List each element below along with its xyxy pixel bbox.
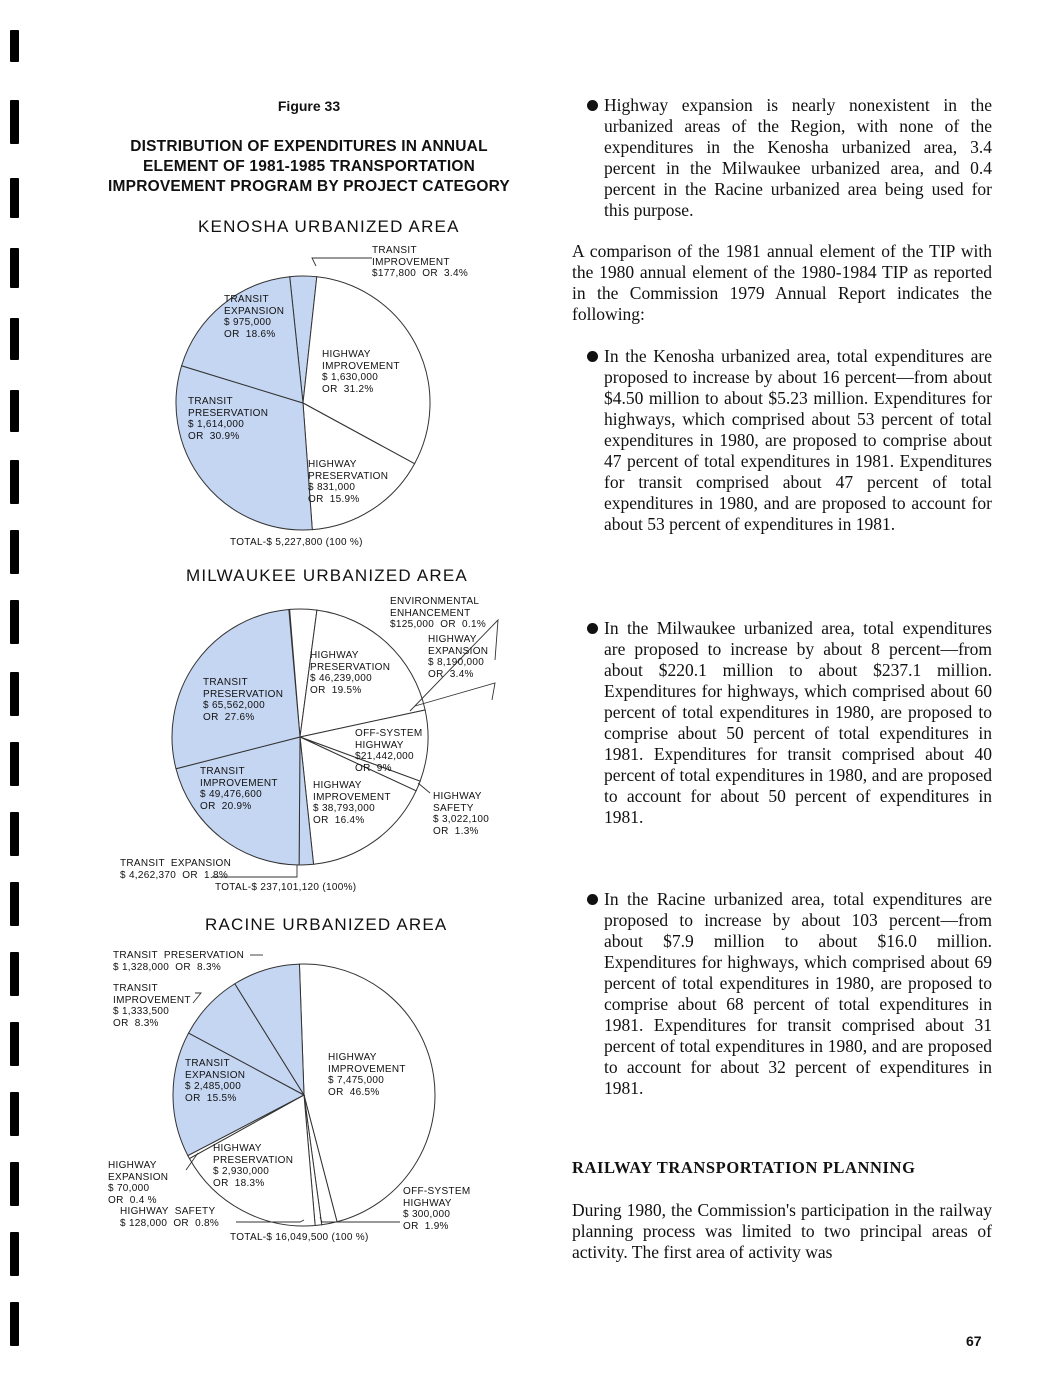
bullet-highway-expansion (604, 95, 992, 221)
milwaukee-label-transit-improvement: TRANSIT IMPROVEMENT $ 49,476,600 OR 20.9% (200, 766, 278, 812)
racine-total: TOTAL-$ 16,049,500 (100 %) (230, 1232, 369, 1243)
intro-text: A comparison of the 1981 annual element of the TIP with the 1980 annual element of the 1980-1984 TIP as reported in the Commission 1979 Annual Report indicates the following: (572, 241, 992, 324)
section-paragraph (572, 1200, 992, 1263)
intro-paragraph (572, 241, 992, 325)
bullet-dot (587, 623, 598, 634)
milwaukee-label-highway-safety: HIGHWAY SAFETY $ 3,022,100 OR 1.3% (433, 791, 490, 837)
kenosha-label-highway-preservation: HIGHWAY PRESERVATION $ 831,000 OR 15.9% (308, 459, 389, 505)
milwaukee-total: TOTAL-$ 237,101,120 (100%) (215, 882, 357, 893)
racine-label-highway-improvement: HIGHWAY IMPROVEMENT $ 7,475,000 OR 46.5% (328, 1052, 406, 1098)
kenosha-chart-title: KENOSHA URBANIZED AREA (198, 217, 460, 236)
kenosha-label-transit-expansion: TRANSIT EXPANSION $ 975,000 OR 18.6% (224, 294, 285, 340)
bullet-kenosha (604, 346, 992, 535)
bullet-milwaukee (604, 618, 992, 828)
milwaukee-label-highway-improvement: HIGHWAY IMPROVEMENT $ 38,793,000 OR 16.4% (313, 780, 391, 826)
bullet-text: In the Milwaukee urbanized area, total expenditures are proposed to increase by about 8 percent—from about $220.1 million to about $237.1 million. Expenditures for highways, which comprised about 60 percent of total expenditures in 1980, are proposed to comprise about 50 percent of total expenditures in 1981. Expenditures for transit comprised about 40 percent of total expenditures in 1980, and are proposed to account for about 50 percent of expenditures in 1981. (604, 618, 992, 827)
racine-label-highway-preservation: HIGHWAY PRESERVATION $ 2,930,000 OR 18.3% (213, 1143, 294, 1189)
kenosha-label-transit-preservation: TRANSIT PRESERVATION $ 1,614,000 OR 30.9% (188, 396, 269, 442)
milwaukee-chart-title: MILWAUKEE URBANIZED AREA (186, 566, 468, 585)
racine-label-transit-expansion: TRANSIT EXPANSION $ 2,485,000 OR 15.5% (185, 1058, 246, 1104)
bullet-racine (604, 889, 992, 1099)
racine-label-transit-improvement: TRANSIT IMPROVEMENT $ 1,333,500 OR 8.3% (113, 983, 191, 1029)
section-heading: RAILWAY TRANSPORTATION PLANNING (572, 1158, 916, 1177)
kenosha-label-transit-improvement: TRANSIT IMPROVEMENT $177,800 OR 3.4% (372, 245, 469, 279)
page-number: 67 (966, 1333, 982, 1349)
racine-label-highway-expansion: HIGHWAY EXPANSION $ 70,000 OR 0.4 % (108, 1160, 169, 1206)
milwaukee-label-off-system: OFF-SYSTEM HIGHWAY $21,442,000 OR 9% (355, 728, 423, 774)
racine-chart-title: RACINE URBANIZED AREA (205, 915, 448, 934)
bullet-dot (587, 100, 598, 111)
racine-label-transit-preservation: TRANSIT PRESERVATION $ 1,328,000 OR 8.3% (113, 950, 245, 973)
kenosha-label-highway-improvement: HIGHWAY IMPROVEMENT $ 1,630,000 OR 31.2% (322, 349, 400, 395)
milwaukee-label-highway-preservation: HIGHWAY PRESERVATION $ 46,239,000 OR 19.5% (310, 650, 391, 696)
milwaukee-label-highway-expansion: HIGHWAY EXPANSION $ 8,190,000 OR 3.4% (428, 634, 489, 680)
kenosha-total: TOTAL-$ 5,227,800 (100 %) (230, 537, 363, 548)
figure-caption: DISTRIBUTION OF EXPENDITURES IN ANNUAL ELEMENT OF 1981-1985 TRANSPORTATION IMPROVEMENT PROGRAM BY PROJECT CATEGORY (108, 138, 510, 195)
bullet-text: Highway expansion is nearly nonexistent in the urbanized areas of the Region, with none of the expenditures in the Kenosha urbanized area, 3.4 percent in the Milwaukee urbanized area, and 0.4 percent in the Racine urbanized area being used for this purpose. (604, 95, 992, 220)
racine-label-highway-safety: HIGHWAY SAFETY $ 128,000 OR 0.8% (120, 1206, 220, 1229)
milwaukee-label-environmental: ENVIRONMENTAL ENHANCEMENT $125,000 OR 0.1% (390, 596, 487, 630)
bullet-text: In the Kenosha urbanized area, total expenditures are proposed to increase by about 16 percent—from about $4.50 million to about $5.23 million. Expenditures for highways, which comprised about 53 percent of total expenditures in 1980, are proposed to comprise about 47 percent of total expenditures in 1981. Expenditures for transit comprised about 47 percent of total expenditures in 1980, and are proposed to account for about 53 percent of expenditures in 1981. (604, 346, 992, 534)
milwaukee-label-transit-expansion: TRANSIT EXPANSION $ 4,262,370 OR 1.8% (120, 858, 232, 881)
binder-mark (10, 1302, 19, 1346)
milwaukee-label-transit-preservation: TRANSIT PRESERVATION $ 65,562,000 OR 27.6% (203, 677, 284, 723)
racine-label-off-system: OFF-SYSTEM HIGHWAY $ 300,000 OR 1.9% (403, 1186, 471, 1232)
section-text: During 1980, the Commission's participation in the railway planning process was limited to two principal areas of activity. The first area of activity was (572, 1200, 992, 1262)
bullet-dot (587, 351, 598, 362)
bullet-text: In the Racine urbanized area, total expenditures are proposed to increase by about 103 percent—from about $7.9 million to about $16.0 million. Expenditures for highways, which comprised about 69 percent of total expenditures in 1980, are proposed to comprise about 68 percent of total expenditures in 1981. Expenditures for transit comprised about 31 percent of total expenditures in 1980, and are proposed to account for about 32 percent of expenditures in 1981. (604, 889, 992, 1098)
bullet-dot (587, 894, 598, 905)
figure-number: Figure 33 (277, 98, 341, 114)
